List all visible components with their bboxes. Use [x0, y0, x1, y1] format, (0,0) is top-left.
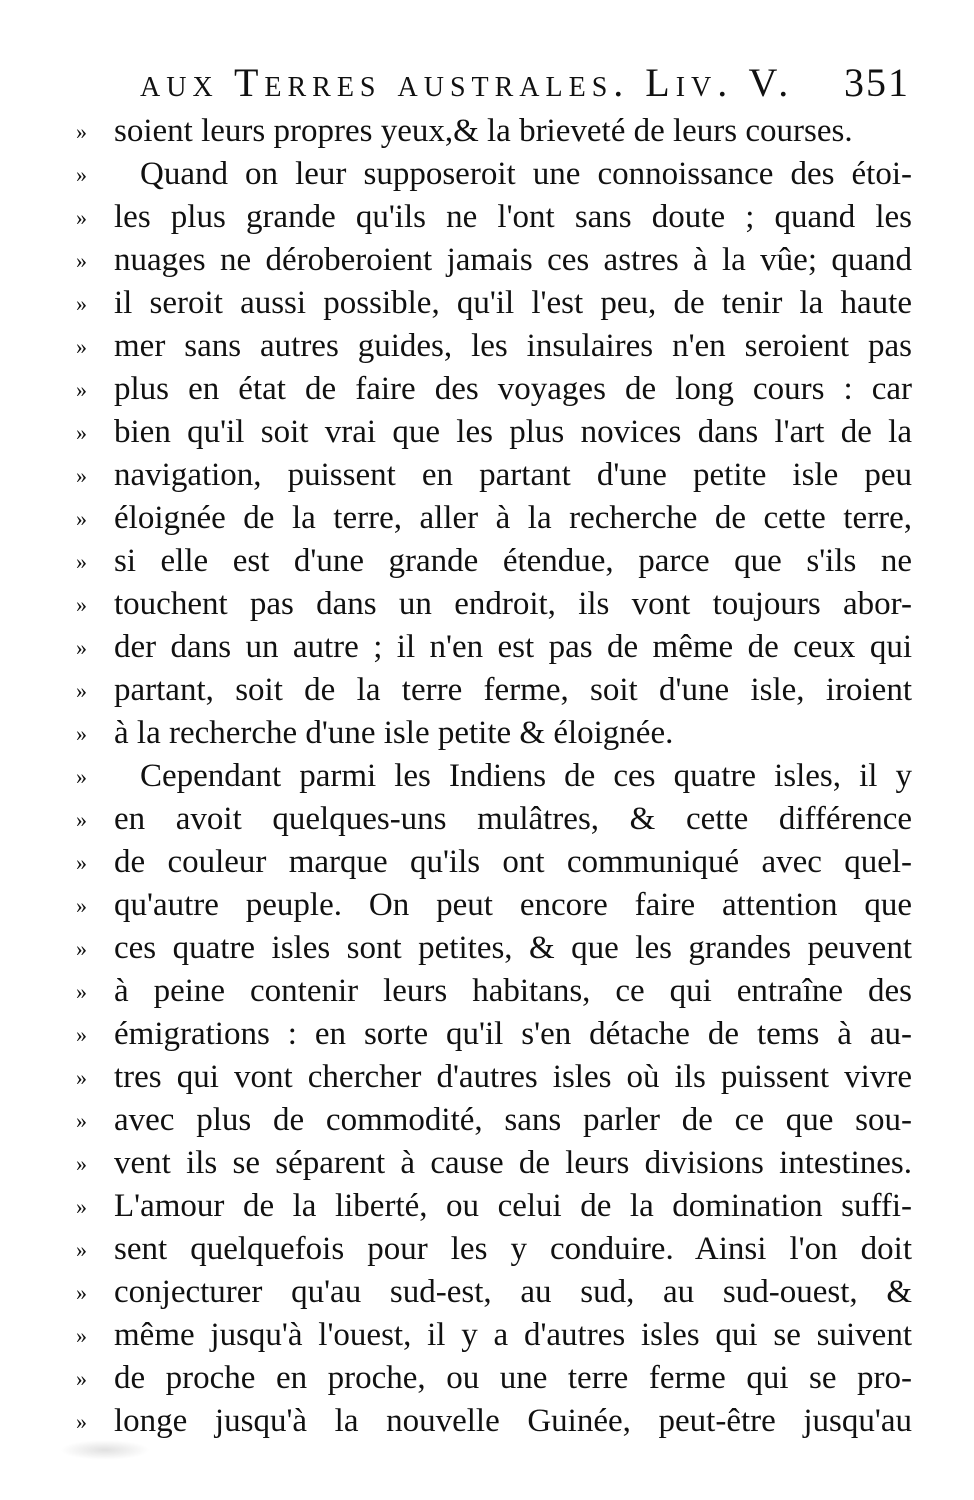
quotation-mark: » — [76, 463, 87, 488]
text-line — [76, 755, 912, 798]
text-line — [76, 1357, 912, 1400]
text-line — [76, 1185, 912, 1228]
text-line — [76, 1314, 912, 1357]
line-text: de couleur marque qu'ils ont communiqué avec quel- — [114, 844, 912, 880]
quotation-mark: » — [76, 850, 87, 875]
line-text: à la recherche d'une isle petite & éloignée. — [114, 715, 674, 751]
quotation-mark: » — [76, 119, 87, 144]
quotation-mark: » — [76, 1237, 87, 1262]
quotation-mark: » — [76, 205, 87, 230]
quotation-mark: » — [76, 506, 87, 531]
text-line — [76, 1099, 912, 1142]
page-header — [140, 58, 910, 108]
text-line — [76, 153, 912, 196]
line-text: les plus grande qu'ils ne l'ont sans doute ; quand les — [114, 199, 912, 235]
quotation-mark: » — [76, 162, 87, 187]
line-text: de proche en proche, ou une terre ferme qui se pro- — [114, 1360, 912, 1396]
line-text: Cependant parmi les Indiens de ces quatre isles, il y — [140, 758, 912, 794]
line-text: der dans un autre ; il n'en est pas de même de ceux qui — [114, 629, 912, 665]
line-text: qu'autre peuple. On peut encore faire attention que — [114, 887, 912, 923]
line-text: tres qui vont chercher d'autres isles où ils puissent vivre — [114, 1059, 912, 1095]
line-text: éloignée de la terre, aller à la recherche de cette terre, — [114, 500, 912, 536]
quotation-mark: » — [76, 807, 87, 832]
line-text: il seroit aussi possible, qu'il l'est peu, de tenir la haute — [114, 285, 912, 321]
quotation-mark: » — [76, 979, 87, 1004]
line-text: nuages ne déroberoient jamais ces astres à la vûe; quand — [114, 242, 912, 278]
quotation-mark: » — [76, 1409, 87, 1434]
line-text: sent quelquefois pour les y conduire. Ainsi l'on doit — [114, 1231, 912, 1267]
page-number: 351 — [844, 60, 910, 105]
text-line — [76, 110, 912, 153]
line-text: ces quatre isles sont petites, & que les grandes peuvent — [114, 930, 912, 966]
text-line — [76, 884, 912, 927]
ink-smudge — [60, 1440, 150, 1460]
line-text: si elle est d'une grande étendue, parce que s'ils ne — [114, 543, 912, 579]
quotation-mark: » — [76, 1323, 87, 1348]
line-text: soient leurs propres yeux,& la brieveté de leurs courses. — [114, 113, 853, 149]
text-line — [76, 669, 912, 712]
line-text: même jusqu'à l'ouest, il y a d'autres isles qui se suivent — [114, 1317, 912, 1353]
line-text: longe jusqu'à la nouvelle Guinée, peut-être jusqu'au — [114, 1403, 912, 1439]
line-text: conjecturer qu'au sud-est, au sud, au sud-ouest, & — [114, 1274, 912, 1310]
text-line — [76, 927, 912, 970]
quotation-mark: » — [76, 721, 87, 746]
quotation-mark: » — [76, 420, 87, 445]
text-line — [76, 282, 912, 325]
quotation-mark: » — [76, 893, 87, 918]
quotation-mark: » — [76, 291, 87, 316]
text-line — [76, 1013, 912, 1056]
line-text: en avoit quelques-uns mulâtres, & cette différence — [114, 801, 912, 837]
text-line — [76, 798, 912, 841]
text-line — [76, 196, 912, 239]
text-line — [76, 970, 912, 1013]
text-line — [76, 1056, 912, 1099]
line-text: mer sans autres guides, les insulaires n'en seroient pas — [114, 328, 912, 364]
quotation-mark: » — [76, 549, 87, 574]
quotation-mark: » — [76, 764, 87, 789]
quotation-mark: » — [76, 936, 87, 961]
quotation-mark: » — [76, 334, 87, 359]
text-line — [76, 583, 912, 626]
text-line — [76, 712, 912, 755]
quotation-mark: » — [76, 1065, 87, 1090]
quotation-mark: » — [76, 592, 87, 617]
text-line — [76, 239, 912, 282]
running-title: aux Terres australes. Liv. V. — [140, 60, 795, 105]
quotation-mark: » — [76, 1022, 87, 1047]
line-text: partant, soit de la terre ferme, soit d'une isle, iroient — [114, 672, 912, 708]
text-line — [76, 841, 912, 884]
text-line — [76, 1142, 912, 1185]
line-text: vent ils se séparent à cause de leurs divisions intestines. — [114, 1145, 912, 1181]
text-line — [76, 626, 912, 669]
quotation-mark: » — [76, 635, 87, 660]
line-text: Quand on leur supposeroit une connoissance des étoi- — [140, 156, 912, 192]
quotation-mark: » — [76, 1108, 87, 1133]
line-text: avec plus de commodité, sans parler de ce que sou- — [114, 1102, 912, 1138]
text-line — [76, 454, 912, 497]
text-line — [76, 325, 912, 368]
text-line — [76, 368, 912, 411]
line-text: L'amour de la liberté, ou celui de la domination suffi- — [114, 1188, 912, 1224]
quotation-mark: » — [76, 1280, 87, 1305]
text-line — [76, 411, 912, 454]
quotation-mark: » — [76, 678, 87, 703]
quotation-mark: » — [76, 248, 87, 273]
line-text: émigrations : en sorte qu'il s'en détache de tems à au- — [114, 1016, 912, 1052]
body-text — [76, 110, 912, 1443]
quotation-mark: » — [76, 377, 87, 402]
quotation-mark: » — [76, 1194, 87, 1219]
line-text: à peine contenir leurs habitans, ce qui entraîne des — [114, 973, 912, 1009]
text-line — [76, 1271, 912, 1314]
text-line — [76, 1400, 912, 1443]
quotation-mark: » — [76, 1366, 87, 1391]
line-text: bien qu'il soit vrai que les plus novices dans l'art de la — [114, 414, 912, 450]
line-text: touchent pas dans un endroit, ils vont toujours abor- — [114, 586, 912, 622]
text-line — [76, 497, 912, 540]
text-line — [76, 540, 912, 583]
text-line — [76, 1228, 912, 1271]
line-text: plus en état de faire des voyages de long cours : car — [114, 371, 912, 407]
line-text: navigation, puissent en partant d'une petite isle peu — [114, 457, 912, 493]
quotation-mark: » — [76, 1151, 87, 1176]
